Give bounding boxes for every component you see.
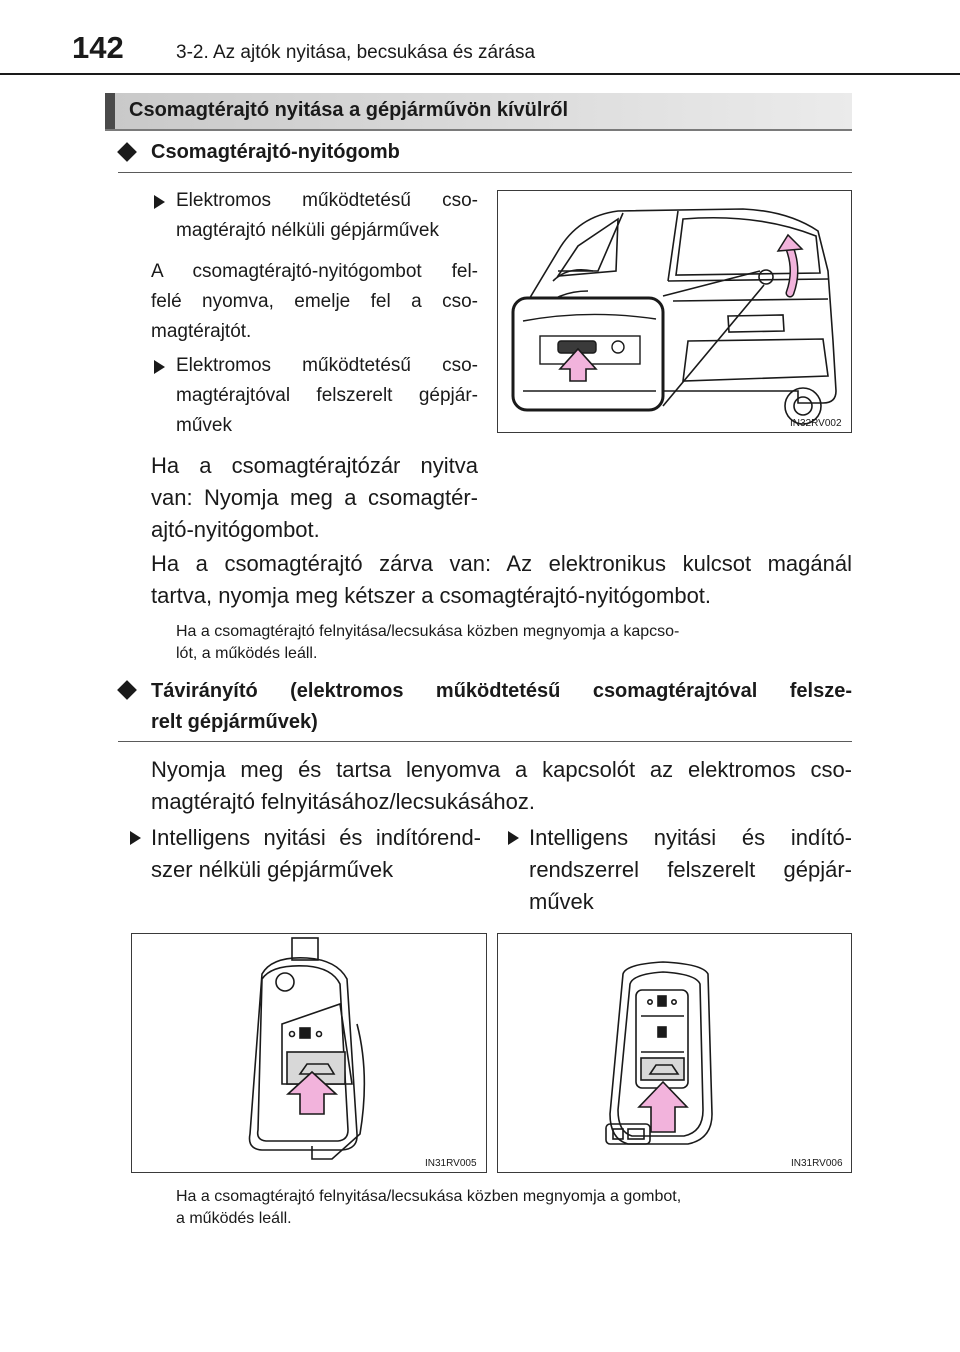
paragraph: Ha a csomagtérajtózár nyitva van: Nyomja meg a csomagtér- ajtó-nyitógombot.: [151, 453, 478, 542]
triangle-bullet-icon: [508, 831, 519, 845]
subsection-title: Távirányító (elektromos működtetésű csomagtérajtóval felsze- relt gépjárművek): [151, 680, 852, 733]
triangle-bullet-icon: [130, 831, 141, 845]
paragraph: Nyomja meg és tartsa lenyomva a kapcsolót az elektromos cso- magtérajtó felnyitásához/lecsukásához.: [151, 757, 852, 814]
triangle-bullet-icon: [154, 195, 165, 209]
smart-key-figure: [497, 933, 852, 1173]
note: Ha a csomagtérajtó felnyitása/lecsukása közben megnyomja a kapcso- lót, a működés leáll.: [176, 623, 680, 662]
section-banner: [105, 93, 852, 129]
tailgate-figure: [497, 190, 852, 433]
figure-code: IN31RV005: [425, 1158, 477, 1169]
diamond-bullet-icon: [117, 680, 137, 700]
flip-key-figure: [131, 933, 487, 1173]
list-item: Elektromos működtetésű cso- magtérajtóval felszerelt gépjár- művek: [176, 355, 478, 436]
list-item: Elektromos működtetésű cso- magtérajtó nélküli gépjárművek: [176, 190, 478, 241]
flip-key-illustration: [132, 934, 486, 1172]
note: Ha a csomagtérajtó felnyitása/lecsukása közben megnyomja a gombot, a működés leáll.: [176, 1188, 682, 1227]
section-title: Csomagtérajtó nyitása a gépjárművön kívülről: [129, 99, 569, 121]
paragraph: A csomagtérajtó-nyitógombot fel- felé nyomva, emelje fel a cso- magtérajtót.: [151, 261, 478, 342]
page-number: 142: [72, 30, 124, 65]
list-item: Intelligens nyitási és indító- rendszerrel felszerelt gépjár- művek: [529, 825, 852, 914]
triangle-bullet-icon: [154, 360, 165, 374]
car-rear-illustration: [498, 191, 851, 432]
paragraph: Ha a csomagtérajtó zárva van: Az elektronikus kulcsot magánál tartva, nyomja meg kétszer a csomagtérajtó-nyitógombot.: [151, 551, 852, 608]
smart-key-illustration: [498, 934, 851, 1172]
subsection-title: Csomagtérajtó-nyitógomb: [151, 141, 400, 163]
figure-code: IN31RV006: [791, 1158, 843, 1169]
subsection-rule: [118, 172, 852, 173]
header-rule: [0, 73, 960, 75]
figure-code: IN32RV002: [790, 418, 842, 429]
running-head: 3-2. Az ajtók nyitása, becsukása és zárása: [176, 42, 536, 63]
list-item: Intelligens nyitási és indítórend- szer nélküli gépjárművek: [151, 825, 481, 882]
diamond-bullet-icon: [117, 142, 137, 162]
subsection-rule: [118, 741, 852, 742]
section-rule: [105, 129, 852, 131]
